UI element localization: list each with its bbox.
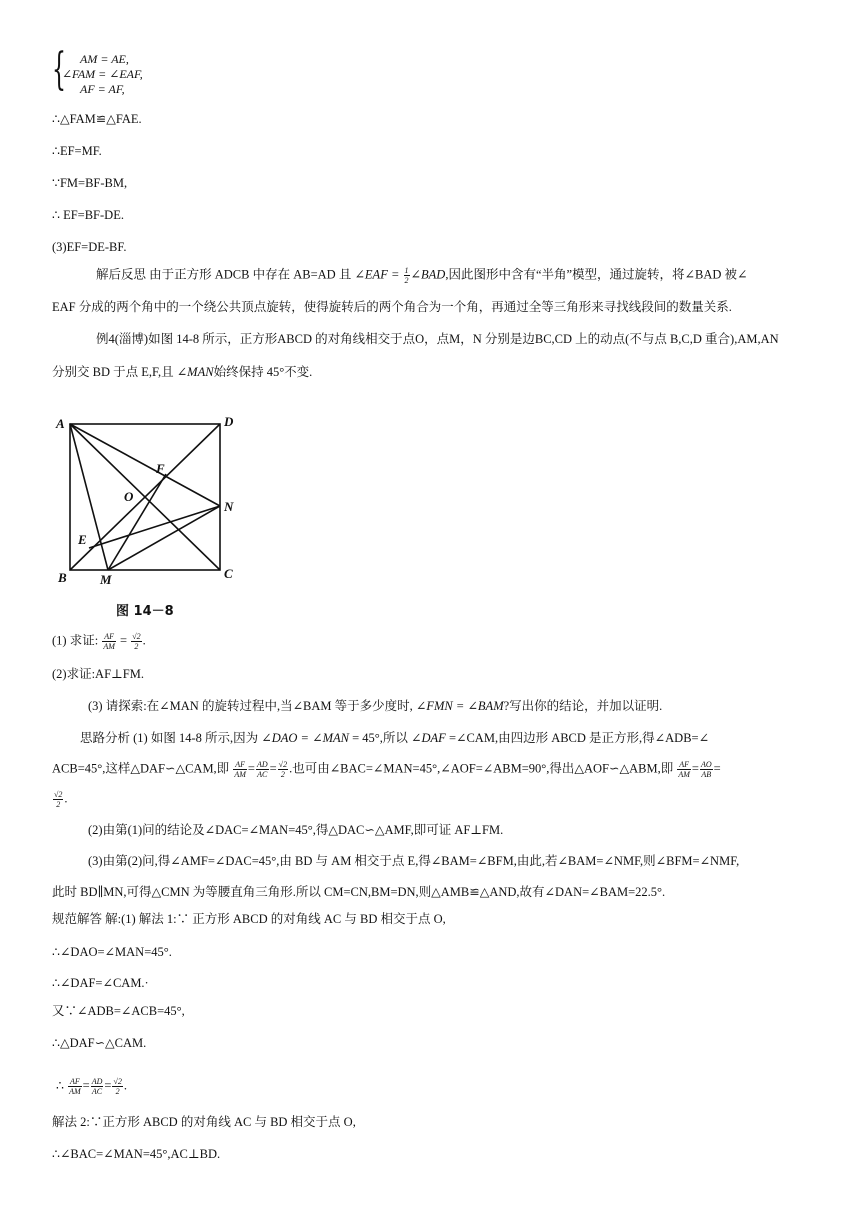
text-run: .也可由∠BAC=∠MAN=45°,∠AOF=∠ABM=90°,得出△AOF∽△ABM,即 [289,761,677,776]
text-run: ∴ [56,1078,68,1093]
brace: { [52,44,66,95]
denominator: AC [257,770,268,779]
text-line [88,698,662,714]
denominator: 2 [56,800,61,809]
denominator: 2 [115,1087,120,1096]
text-run: = 45°,所以 [348,731,412,745]
denominator: AM [678,770,690,779]
system-line-3: AF = AF, [80,82,125,96]
numerator: AF [235,760,245,769]
text-run: . [64,791,68,806]
text-line: (2)求证:AF⊥FM. [52,667,144,681]
text-run: =∠CAM,由四边形 ABCD 是正方形,得∠ADB=∠ [445,731,710,745]
system-line-1: AM = AE, [80,52,129,66]
denominator: 2 [134,642,139,651]
math-run: ∠FMN = ∠BAM [415,699,504,713]
numerator: √2 [113,1077,122,1086]
fraction [700,760,713,779]
math-run: ∠EAF = [354,267,403,282]
fraction [68,1077,82,1096]
numerator: 1 [404,266,409,275]
text-line [80,730,709,746]
text-line: ∴△FAM≌△FAE. [52,112,142,126]
numerator: AF [679,760,689,769]
text-line: 此时 BD∥MN,可得△CMN 为等腰直角三角形.所以 CM=CN,BM=DN,则△AMB≌△AND,故有∠DAN=∠BAM=22.5°. [52,885,666,899]
math-run: ∠DAO = ∠MAN [261,731,349,745]
text-run: . [142,633,146,648]
numerator: √2 [132,632,141,641]
text-line [52,790,68,809]
text-line: EAF 分成的两个角中的一个绕公共顶点旋转，使得旋转后的两个角合为一个角，再通过全等三角形来寻找线段间的数量关系. [52,300,732,314]
text-line: ∵FM=BF-BM, [52,176,128,190]
denominator: AM [103,642,115,651]
text-run: 思路分析 (1) 如图 14-8 所示,因为 [80,731,262,745]
fraction [233,760,247,779]
numerator: AO [700,760,712,769]
fraction [112,1077,122,1096]
label-n: N [224,499,234,514]
fraction [53,790,63,809]
text-line: (2)由第(1)问的结论及∠DAC=∠MAN=45°,得△DAC∽△AMF,即可证 AF⊥FM. [88,823,504,837]
denominator: 2 [280,770,285,779]
math-run: ∠BAD [410,267,446,282]
fraction [404,266,410,285]
fraction [256,760,269,779]
text-line [52,632,146,651]
text-line: ∴∠DAO=∠MAN=45°. [52,945,172,959]
numerator: √2 [54,790,63,799]
label-b: B [58,570,67,585]
text-run: . [123,1078,127,1093]
text-line [96,266,748,285]
segment-an [70,424,220,506]
text-run: (1) 求证: [52,633,102,648]
text-run: 始终保持 45°不变. [213,365,313,379]
text-line: ACB=45°,这样△DAF∽△CAM,即 $\frac{AF}{AM}$ = $\frac{AD}{AC}$ = $\frac{√2}{2}$ .也可由∠BAC=∠MAN=45°,∠AOF=∠ABM=90°,得出△AOF∽△ABM,即 $\frac{AF}{AM}$ = $\frac{AO}{AB}$ = [52,760,721,779]
text-line: 又∵∠ADB=∠ACB=45°, [52,1004,185,1018]
fraction [131,632,141,651]
numerator: AD [91,1077,103,1086]
text-line: 例4(淄博)如图 14-8 所示，正方形ABCD 的对角线相交于点O，点M，N 分别是边BC,CD 上的动点(不与点 B,C,D 重合),AM,AN [96,332,779,346]
text-line: (3)由第(2)问,得∠AMF=∠DAC=45°,由 BD 与 AM 相交于点 E,得∠BAM=∠BFM,由此,若∠BAM=∠NMF,则∠BFM=∠NMF, [88,854,740,868]
text-run: 分别交 BD 于点 E,F,且 [52,365,177,379]
text-line: ∴ EF=BF-DE. [52,208,124,222]
text-line: ∴EF=MF. [52,144,102,158]
text-line: (3)EF=DE-BF. [52,240,127,254]
label-m: M [100,572,112,587]
text-run: = [116,633,131,648]
denominator: AM [69,1087,81,1096]
numerator: AF [104,632,114,641]
numerator: √2 [278,760,288,769]
label-d: D [224,414,234,429]
denominator: 2 [404,276,409,285]
math-run: ∠MAN [176,365,214,379]
figure-caption: 图 14－8 [116,604,174,619]
text-run: (3) 请探索:在∠MAN 的旋转过程中,当∠BAM 等于多少度时, [88,699,416,713]
text-line: 规范解答 解:(1) 解法 1:∵ 正方形 ABCD 的对角线 AC 与 BD 相交于点 O, [52,912,446,926]
label-e: E [78,532,87,547]
text-line: 解法 2:∵正方形 ABCD 的对角线 AC 与 BD 相交于点 O, [52,1115,356,1129]
text-line: ∴∠DAF=∠CAM.· [52,976,149,990]
label-o: O [124,489,134,504]
text-line: ∴△DAF∽△CAM. [52,1036,147,1050]
fraction [102,632,116,651]
denominator: AM [234,770,246,779]
text-line: ∴ $\frac{AF}{AM}$ = $\frac{AD}{AC}$ = $\frac{√2}{2}$ . [56,1077,127,1096]
system-line-2: ∠FAM = ∠EAF, [62,67,143,81]
fraction [278,760,288,779]
geometry-figure [52,410,242,595]
label-a: A [56,416,65,431]
math-run: ∠DAF [411,731,446,745]
text-line [52,364,312,380]
denominator: AB [701,770,712,779]
segment-am [70,424,108,570]
fraction [91,1077,104,1096]
text-run: ,因此图形中含有“半角”模型，通过旋转，将∠BAD 被∠ [445,267,748,282]
numerator: AD [256,760,268,769]
text-run: ACB=45°,这样△DAF∽△CAM,即 [52,761,233,776]
numerator: AF [69,1077,80,1086]
segment-en [89,506,220,548]
text-run: ?写出你的结论，并加以证明. [503,699,663,713]
label-f: F [156,461,165,476]
text-run: 解后反思 由于正方形 ADCB 中存在 AB=AD 且 [96,267,355,282]
label-c: C [224,566,233,581]
fraction [677,760,691,779]
denominator: AC [91,1087,103,1096]
text-line: ∴∠BAC=∠MAN=45°,AC⊥BD. [52,1147,221,1161]
